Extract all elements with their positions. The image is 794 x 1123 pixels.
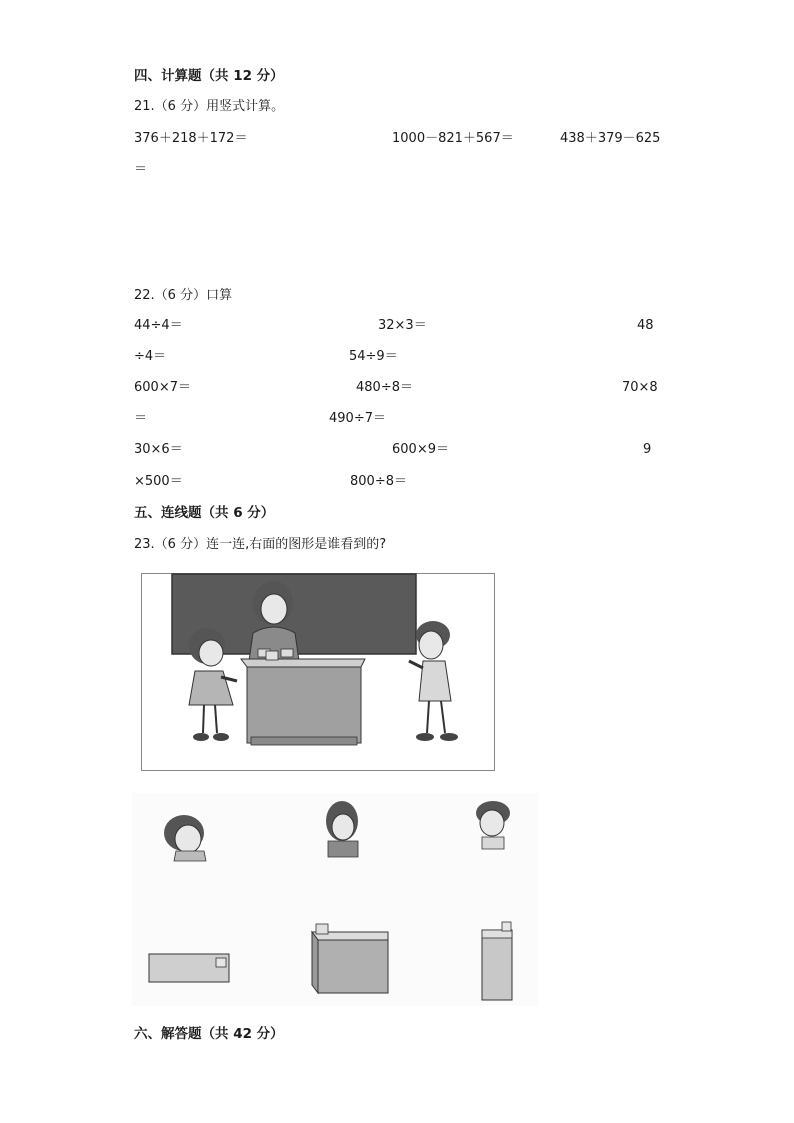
q22-item: 490÷7＝: [329, 411, 386, 426]
q22-item: 54÷9＝: [349, 349, 398, 364]
q21-expression-2: 1000－821＋567＝: [392, 131, 514, 146]
q22-item: 70×8: [622, 380, 658, 395]
desk-view-side: [482, 922, 512, 1000]
q22-item: 32×3＝: [378, 318, 427, 333]
q22-item: 600×7＝: [134, 380, 191, 395]
q22-item: ÷4＝: [134, 349, 167, 364]
q22-item: 44÷4＝: [134, 318, 183, 333]
q22-item: 30×6＝: [134, 442, 183, 457]
classroom-scene-illustration: [141, 573, 495, 771]
q22-item: ×500＝: [134, 474, 183, 489]
question-21-title: 21.（6 分）用竖式计算。: [134, 99, 285, 114]
q22-item: ＝: [134, 411, 148, 426]
desk-view-front: [149, 954, 229, 982]
section-4-heading: 四、计算题（共 12 分）: [134, 68, 284, 84]
q21-expression-1: 376＋218＋172＝: [134, 131, 248, 146]
question-22-title: 22.（6 分）口算: [134, 288, 233, 303]
question-23-title: 23.（6 分）连一连,右面的图形是谁看到的?: [134, 537, 387, 552]
q22-item: 9: [643, 442, 652, 457]
matching-options-illustration: [132, 793, 538, 1006]
q22-item: 48: [637, 318, 654, 333]
q21-expression-3: 438＋379－625: [560, 131, 661, 146]
section-6-heading: 六、解答题（共 42 分）: [134, 1026, 284, 1042]
desk-view-angled: [312, 924, 388, 993]
q22-item: 800÷8＝: [350, 474, 407, 489]
q22-item: 480÷8＝: [356, 380, 413, 395]
q21-expression-3-continued: ＝: [134, 162, 148, 177]
teacher-head-option: [326, 801, 358, 857]
section-5-heading: 五、连线题（共 6 分）: [134, 505, 275, 521]
q22-item: 600×9＝: [392, 442, 449, 457]
